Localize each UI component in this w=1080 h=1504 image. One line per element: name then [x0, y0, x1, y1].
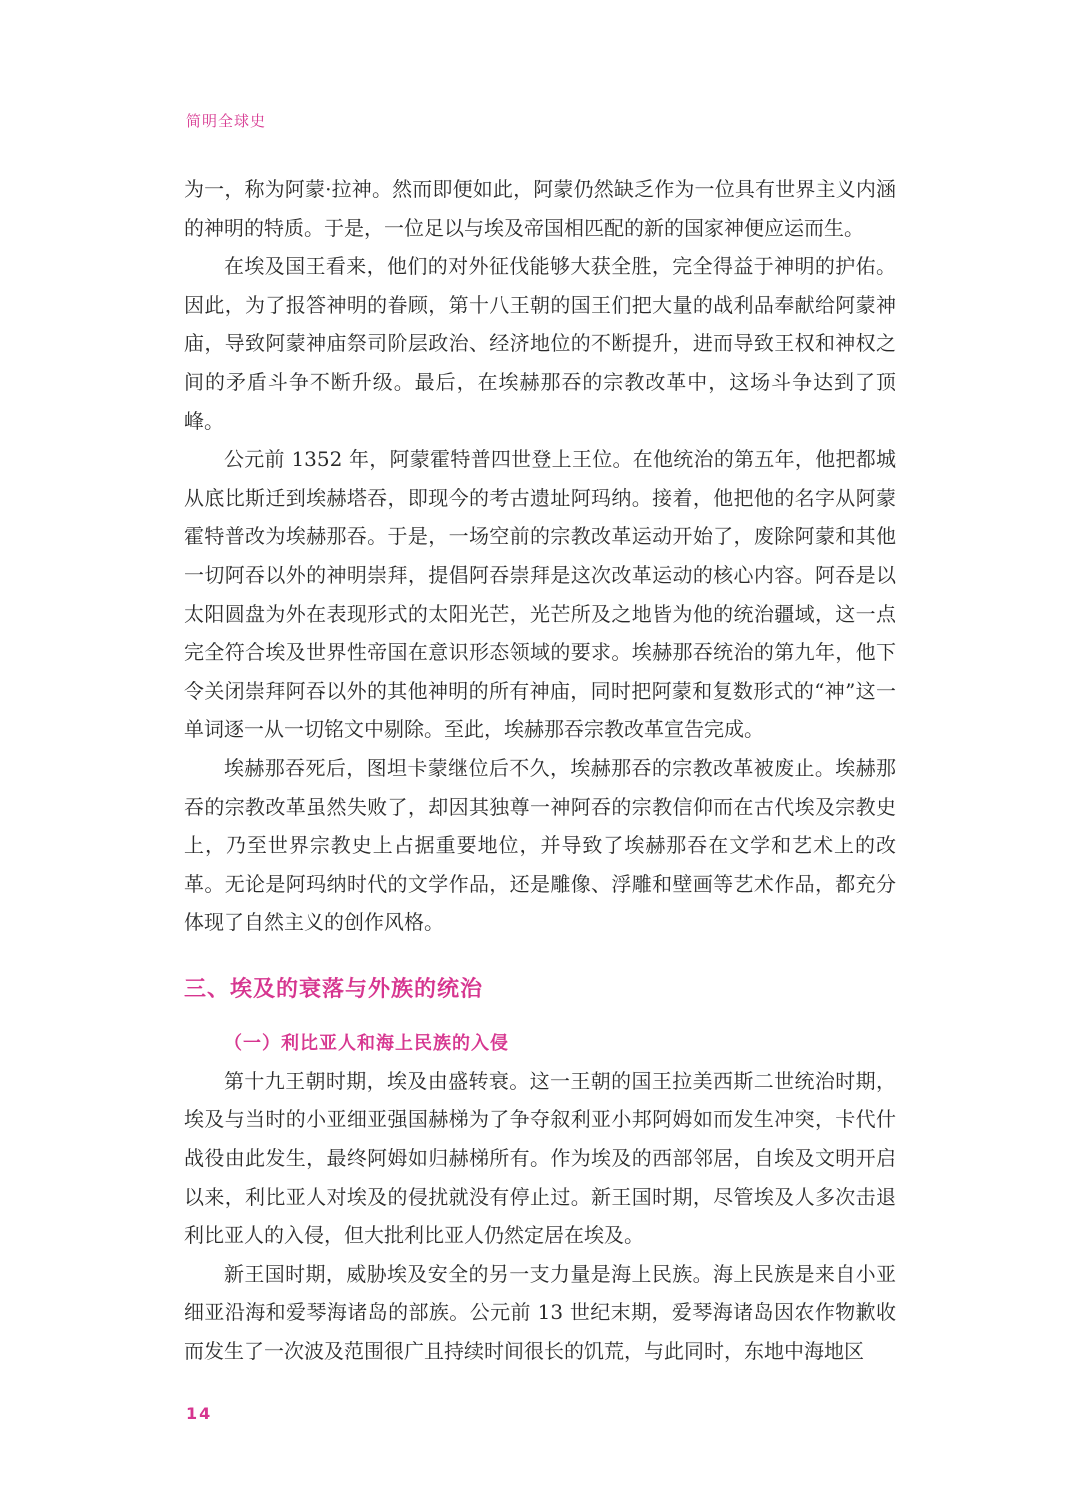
subsection-heading: （一）利比亚人和海上民族的入侵 — [224, 1032, 509, 1054]
body-paragraph: 埃赫那吞死后，图坦卡蒙继位后不久，埃赫那吞的宗教改革被废止。埃赫那吞的宗教改革虽然失败了，却因其独尊一神阿吞的宗教信仰而在古代埃及宗教史上，乃至世界宗教史上占据重要地位，并导致了埃赫那吞在文学和艺术上的改革。无论是阿玛纳时代的文学作品，还是雕像、浮雕和壁画等艺术作品，都充分体现了自然主义的创作风格。 — [184, 755, 896, 935]
section-heading: 三、埃及的衰落与外族的统治 — [184, 976, 484, 1002]
body-paragraph: 新王国时期，威胁埃及安全的另一支力量是海上民族。海上民族是来自小亚细亚沿海和爱琴海诸岛的部族。公元前 13 世纪末期，爱琴海诸岛因农作物歉收而发生了一次波及范围很广且持续时间很长的饥荒，与此同时，东地中海地区 — [184, 1261, 896, 1364]
running-head-title: 简明全球史 — [186, 112, 267, 130]
body-paragraph: 第十九王朝时期，埃及由盛转衰。这一王朝的国王拉美西斯二世统治时期，埃及与当时的小亚细亚强国赫梯为了争夺叙利亚小邦阿姆如而发生冲突，卡代什战役由此发生，最终阿姆如归赫梯所有。作为埃及的西部邻居，自埃及文明开启以来，利比亚人对埃及的侵扰就没有停止过。新王国时期，尽管埃及人多次击退利比亚人的入侵，但大批利比亚人仍然定居在埃及。 — [184, 1068, 896, 1248]
body-paragraph: 公元前 1352 年，阿蒙霍特普四世登上王位。在他统治的第五年，他把都城从底比斯迁到埃赫塔吞，即现今的考古遗址阿玛纳。接着，他把他的名字从阿蒙霍特普改为埃赫那吞。于是，一场空前的宗教改革运动开始了，废除阿蒙和其他一切阿吞以外的神明崇拜，提倡阿吞崇拜是这次改革运动的核心内容。阿吞是以太阳圆盘为外在表现形式的太阳光芒，光芒所及之地皆为他的统治疆域，这一点完全符合埃及世界性帝国在意识形态领域的要求。埃赫那吞统治的第九年，他下令关闭崇拜阿吞以外的其他神明的所有神庙，同时把阿蒙和复数形式的“神”这一单词逐一从一切铭文中剔除。至此，埃赫那吞宗教改革宣告完成。 — [184, 447, 896, 742]
body-paragraph: 为一，称为阿蒙·拉神。然而即便如此，阿蒙仍然缺乏作为一位具有世界主义内涵的神明的特质。于是，一位足以与埃及帝国相匹配的新的国家神便应运而生。 — [184, 177, 896, 240]
body-paragraph: 在埃及国王看来，他们的对外征伐能够大获全胜，完全得益于神明的护佑。因此，为了报答神明的眷顾，第十八王朝的国王们把大量的战利品奉献给阿蒙神庙，导致阿蒙神庙祭司阶层政治、经济地位的不断提升，进而导致王权和神权之间的矛盾斗争不断升级。最后，在埃赫那吞的宗教改革中，这场斗争达到了顶峰。 — [184, 254, 896, 433]
page-number: 14 — [186, 1404, 213, 1423]
page-body — [184, 170, 896, 1371]
